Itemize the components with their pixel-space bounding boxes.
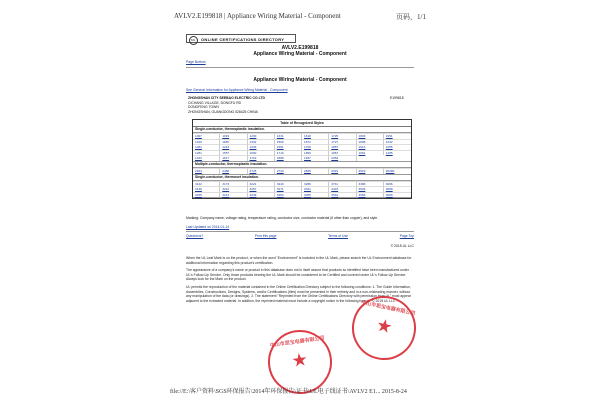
style-link[interactable]: 3240 <box>275 181 302 187</box>
star-icon: ★ <box>290 348 310 372</box>
style-link[interactable]: 3289 <box>302 181 329 187</box>
style-link[interactable]: 1213 <box>220 144 247 150</box>
terms-link[interactable]: Terms of Use <box>328 234 349 238</box>
style-link[interactable]: 3140 <box>193 186 220 192</box>
style-link[interactable]: 3529 <box>357 186 384 192</box>
style-link[interactable]: 2054 <box>329 155 356 161</box>
style-link[interactable]: 1725 <box>329 133 356 139</box>
company-line: DONGFENG TOWN <box>188 105 219 110</box>
style-link[interactable]: 1710 <box>275 150 302 156</box>
style-link[interactable]: 3284 <box>275 192 302 198</box>
style-link[interactable]: 3443 <box>329 186 356 192</box>
style-link[interactable]: 1803 <box>357 133 384 139</box>
style-link[interactable]: 1061 <box>193 144 220 150</box>
company-name: ZHONGSHAN CITY SEEBAO ELECTRIC CO LTD <box>188 96 265 100</box>
style-link[interactable]: 1061 <box>357 150 384 156</box>
style-link[interactable]: 3213 <box>220 192 247 198</box>
style-link[interactable]: 1951 <box>384 133 411 139</box>
print-link[interactable]: Print this page <box>254 234 277 238</box>
style-link[interactable]: 1281 <box>193 150 220 156</box>
style-link[interactable]: 2464 <box>193 168 220 174</box>
questions-link[interactable]: Questions? <box>186 234 204 238</box>
print-footer: file://E:\客户资料\SGS环保报告\2014年环保报告\证书\UL电子线证书\AVLV2 E1... 2015-8-24 <box>170 389 407 395</box>
style-link[interactable]: 1957 <box>329 150 356 156</box>
logo-text: ONLINE CERTIFICATIONS DIRECTORY <box>201 37 285 42</box>
style-link[interactable]: 1007 <box>193 133 220 139</box>
style-link[interactable]: 1600 <box>248 150 275 156</box>
style-link[interactable]: 1617 <box>220 155 247 161</box>
style-link[interactable]: 1032 <box>384 139 411 145</box>
style-link[interactable]: 3544 <box>329 192 356 198</box>
star-icon: ★ <box>374 314 395 338</box>
style-link[interactable]: 3069 <box>384 192 411 198</box>
main-title: Appliance Wiring Material - Component <box>253 77 347 83</box>
style-link[interactable]: 1618 <box>302 133 329 139</box>
company-address <box>188 96 265 114</box>
style-link[interactable]: 1913 <box>357 144 384 150</box>
style-link[interactable]: 3267 <box>248 186 275 192</box>
style-link[interactable]: 1896 <box>302 150 329 156</box>
table-style-grid <box>193 133 411 162</box>
marking-note: Marking: Company name, voltage rating, temperature rating, conductor size, conductor material (if other than copper), and style. <box>186 216 379 220</box>
style-link[interactable]: 1569 <box>275 139 302 145</box>
style-link[interactable]: 3173 <box>220 181 247 187</box>
style-link[interactable]: 3355 <box>302 192 329 198</box>
reproduction-paragraph: UL permits the reproduction of the material contained in the Online Certification Directory subject to the following conditions: 1. The Guide Information, Assemblies, Constructions, Designs, Systems, and/or Certifications (files) must be presented in their entirety and in a non-misleading manner, without any manipulation of the data (or drawings). 2. The statement "Reprinted from the Online Certifications Directory with permission from UL" must appear adjacent to the extracted material. In addition, the reprinted material must include a copyright notice in the following format: "© 2015 UL LLC". <box>186 285 411 303</box>
style-link[interactable]: 3221 <box>248 181 275 187</box>
style-link[interactable]: 1185 <box>220 139 247 145</box>
style-link[interactable]: 3239 <box>248 192 275 198</box>
last-updated: Last Updated on 2014-01-14 <box>186 225 230 229</box>
copyright: © 2015 UL LLC <box>390 244 414 248</box>
style-link[interactable]: 3386 <box>357 181 384 187</box>
styles-table <box>192 119 412 199</box>
table-caption: Table of Recognized Styles <box>193 120 411 127</box>
style-link[interactable]: 2733 <box>275 168 302 174</box>
style-link[interactable]: 2919 <box>329 168 356 174</box>
seal-text: 中山市思宝电器有限公司 <box>269 335 325 349</box>
certificate-sheet <box>186 34 414 248</box>
file-number: E199818 <box>390 96 404 100</box>
style-link[interactable]: 3271 <box>275 186 302 192</box>
style-link[interactable]: 1331 <box>275 133 302 139</box>
print-header-title: AVLV2.E199818 | Appliance Wiring Material - Component <box>174 12 341 20</box>
style-link[interactable]: 2468 <box>220 168 247 174</box>
style-link[interactable]: 3212 <box>220 186 247 192</box>
print-header-page: 页码，1/1 <box>396 13 426 21</box>
style-link[interactable]: 2835 <box>302 168 329 174</box>
style-link[interactable]: 1285 <box>384 150 411 156</box>
style-link[interactable]: 2919 <box>357 168 384 174</box>
style-link[interactable]: 3122 <box>193 181 220 187</box>
style-link[interactable]: 1332 <box>248 139 275 145</box>
table-section-label: Single-conductor, thermoplastic insulation. <box>193 127 411 133</box>
divider <box>186 67 414 68</box>
style-link[interactable]: 1333 <box>248 144 275 150</box>
category-title: Appliance Wiring Material - Component <box>253 51 347 57</box>
ul-logo-icon: UL <box>189 36 198 45</box>
style-link[interactable]: 1230 <box>248 133 275 139</box>
leaf-mark-paragraph: When the UL Leaf Mark is on the product, or when the word "Environment" is included in the UL Mark, please search the UL Environment database for additional information regarding this product's certification. <box>186 256 412 265</box>
style-link[interactable]: 1937 <box>302 155 329 161</box>
ocd-logo <box>186 34 296 43</box>
page-top-link[interactable]: Page Top <box>399 234 414 238</box>
code-title: AVLV2.E199818 <box>281 45 319 51</box>
style-link[interactable]: 1343 <box>193 155 220 161</box>
style-link[interactable]: 1672 <box>302 139 329 145</box>
style-link[interactable]: 2725 <box>248 168 275 174</box>
style-link[interactable]: 1581 <box>275 144 302 150</box>
style-link[interactable]: 3155 <box>193 192 220 198</box>
style-link[interactable]: 1887 <box>329 144 356 150</box>
style-link[interactable]: 3321 <box>302 186 329 192</box>
style-link[interactable]: 1016 <box>193 139 220 145</box>
general-info-link[interactable]: See General Information for Appliance Wiring Material - Component <box>186 88 288 92</box>
style-link[interactable]: 1055 <box>384 144 411 150</box>
style-link[interactable]: 3566 <box>357 192 384 198</box>
page-bottom-link[interactable]: Page Bottom <box>186 60 206 64</box>
footer-nav <box>186 234 414 239</box>
table-style-grid <box>193 168 411 175</box>
style-link[interactable]: 3068 <box>384 186 411 192</box>
table-section-label: Single-conductor, thermoset insulation. <box>193 175 411 181</box>
style-link[interactable]: 1727 <box>329 139 356 145</box>
table-section-label: Multiple-conductor, thermoplastic insulation. <box>193 162 411 168</box>
company-line: ZHONGSHAN, GUANGDONG 528425 CHINA <box>188 109 258 114</box>
style-link[interactable]: 1888 <box>275 155 302 161</box>
style-link[interactable]: 1557 <box>220 150 247 156</box>
divider <box>186 231 414 232</box>
style-link[interactable]: 3741 <box>329 181 356 187</box>
table-style-grid <box>193 181 411 199</box>
seal-text: 中山市思宝电器有限公司 <box>360 299 416 318</box>
style-link[interactable]: 3066 <box>384 181 411 187</box>
followup-paragraph: The appearance of a company's name or product in this database does not in itself assure that products so identified have been manufactured under UL's Follow-Up Service. Only those products bearing the UL Mark should be considered to be Certified and covered under UL's Follow-Up Service. Always look for the Mark on the product. <box>186 268 409 282</box>
style-link[interactable]: 1015 <box>220 133 247 139</box>
style-link[interactable]: 1719 <box>248 155 275 161</box>
style-link[interactable]: 1709 <box>302 144 329 150</box>
style-link[interactable]: 1808 <box>357 139 384 145</box>
style-link[interactable]: 20280 <box>384 168 411 174</box>
company-line: CICHANG VILLAGE, DONGFU RD <box>188 100 242 105</box>
